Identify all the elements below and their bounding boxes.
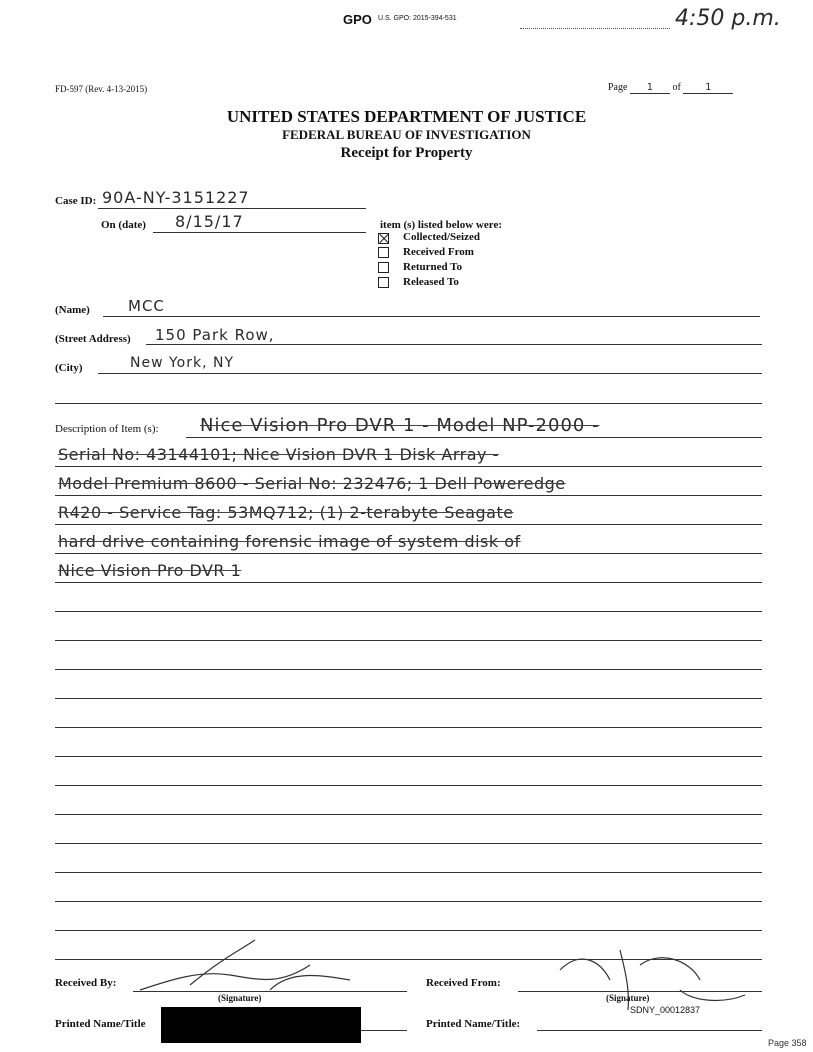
department-title: UNITED STATES DEPARTMENT OF JUSTICE: [226, 107, 587, 126]
empty-rule: [55, 640, 762, 641]
page-number: 1: [630, 82, 670, 94]
option-collected-seized: Collected/Seized: [403, 231, 480, 243]
form-number: FD-597 (Rev. 4-13-2015): [55, 84, 148, 94]
description-rule-2: [55, 466, 762, 467]
page-stamp: Page 358: [768, 1038, 807, 1048]
description-rule-5: [55, 553, 762, 554]
checkbox-received-from[interactable]: [378, 247, 389, 258]
name-line: [103, 316, 760, 317]
name-value[interactable]: MCC: [128, 297, 165, 315]
blank-line: [55, 403, 762, 404]
signature-caption-right: (Signature): [606, 993, 650, 1003]
printed-name-line-left: [361, 1030, 407, 1031]
description-line-5: hard drive containing forensic image of system disk of: [58, 532, 521, 551]
received-from-signature: [530, 930, 760, 1040]
of-label: of: [672, 82, 681, 93]
signature-caption-left: (Signature): [218, 993, 262, 1003]
name-label: (Name): [55, 304, 90, 316]
bates-number: SDNY_00012837: [630, 1005, 701, 1015]
checkbox-returned-to[interactable]: [378, 262, 389, 273]
description-rule-3: [55, 495, 762, 496]
page-indicator: [608, 82, 733, 94]
date-line: [153, 232, 366, 233]
page-label: Page: [608, 82, 628, 93]
street-value[interactable]: 150 Park Row,: [155, 326, 275, 344]
printed-name-label-right: Printed Name/Title:: [426, 1018, 521, 1030]
option-released-to: Released To: [403, 276, 459, 288]
page-total: 1: [683, 82, 733, 94]
header-dashed-line: [520, 28, 670, 29]
description-rule-1: [186, 437, 762, 438]
description-line-6: Nice Vision Pro DVR 1: [58, 561, 242, 580]
empty-rule: [55, 785, 762, 786]
description-line-1: Nice Vision Pro DVR 1 - Model NP-2000 -: [200, 415, 600, 436]
empty-rule: [55, 843, 762, 844]
city-label: (City): [55, 362, 83, 374]
date-label: On (date): [101, 219, 146, 231]
gpo-text: U.S. GPO: 2015-394-531: [378, 15, 457, 22]
empty-rule: [55, 901, 762, 902]
case-id-value[interactable]: 90A-NY-3151227: [102, 188, 250, 207]
checkbox-released-to[interactable]: [378, 277, 389, 288]
empty-rule: [55, 669, 762, 670]
empty-rule: [55, 756, 762, 757]
case-id-label: Case ID:: [55, 195, 97, 207]
printed-name-label-left: Printed Name/Title: [55, 1018, 146, 1030]
city-line: [98, 373, 762, 374]
date-value[interactable]: 8/15/17: [175, 212, 244, 231]
street-line: [146, 344, 762, 345]
received-by-label: Received By:: [55, 977, 117, 989]
street-label: (Street Address): [55, 333, 131, 345]
empty-rule: [55, 727, 762, 728]
description-line-4: R420 - Service Tag: 53MQ712; (1) 2-terabyte Seagate: [58, 503, 514, 522]
case-id-line: [98, 208, 366, 209]
items-label: item (s) listed below were:: [380, 219, 502, 231]
received-by-line: [133, 991, 407, 992]
received-by-signature: [130, 930, 370, 1000]
option-returned-to: Returned To: [403, 261, 462, 273]
description-label: Description of Item (s):: [55, 423, 159, 435]
gpo-mark: GPO: [343, 12, 372, 27]
option-received-from: Received From: [403, 246, 474, 258]
empty-rule: [55, 611, 762, 612]
description-line-3: Model Premium 8600 - Serial No: 232476; 1 Dell Poweredge: [58, 474, 566, 493]
city-value[interactable]: New York, NY: [130, 355, 235, 371]
printed-name-line-right: [537, 1030, 762, 1031]
redaction-box: [161, 1007, 361, 1043]
empty-rule: [55, 698, 762, 699]
checkbox-collected-seized[interactable]: [378, 233, 389, 244]
form-title: Receipt for Property: [340, 145, 473, 161]
description-rule-6: [55, 582, 762, 583]
received-from-label: Received From:: [426, 977, 501, 989]
time-note: 4:50 p.m.: [675, 6, 781, 31]
empty-rule: [55, 872, 762, 873]
description-rule-4: [55, 524, 762, 525]
received-from-line: [518, 991, 762, 992]
bureau-title: FEDERAL BUREAU OF INVESTIGATION: [282, 127, 531, 142]
description-line-2: Serial No: 43144101; Nice Vision DVR 1 Disk Array -: [58, 445, 499, 464]
empty-rule: [55, 814, 762, 815]
